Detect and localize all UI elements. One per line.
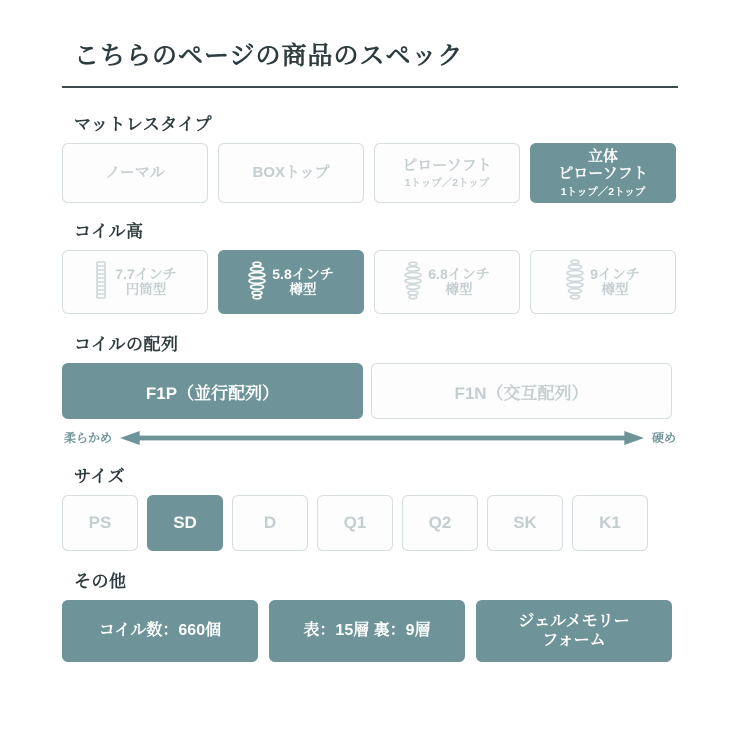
- option-label-line1: 5.8インチ: [272, 265, 334, 282]
- section-other: [62, 567, 678, 662]
- other-option-gel-memory-foam[interactable]: [476, 600, 672, 662]
- option-label-line2: ピローソフト: [558, 165, 648, 183]
- option-label-line1: 立体: [587, 148, 618, 166]
- mattress-type-option-pillowsoft[interactable]: [374, 143, 520, 203]
- option-label-line1: コイル数：660個: [98, 622, 222, 640]
- other-options: [62, 600, 678, 662]
- coil-height-option-68[interactable]: [374, 250, 520, 314]
- section-mattress-type: [62, 110, 678, 203]
- section-label-coil-height: コイル高: [74, 222, 144, 241]
- option-text: [115, 266, 176, 299]
- option-sublabel: 1トップ／2トップ: [560, 185, 646, 198]
- option-label-line1: 7.7インチ: [115, 265, 177, 282]
- section-coil-height: [62, 217, 678, 314]
- option-label-line2: フォーム: [542, 632, 606, 649]
- section-coil-arrangement: [62, 330, 678, 446]
- size-options: [62, 495, 678, 551]
- option-label: SK: [513, 513, 537, 532]
- mattress-type-options: [62, 143, 678, 203]
- size-option-q2[interactable]: [402, 495, 478, 551]
- coil-height-option-9[interactable]: [530, 250, 676, 314]
- coil-barrel-icon: [566, 258, 584, 306]
- section-label-coil-arrangement: コイルの配列: [74, 335, 179, 354]
- option-label: BOXトップ: [252, 164, 330, 182]
- size-option-k1[interactable]: [572, 495, 648, 551]
- option-label: Q2: [428, 513, 452, 532]
- option-label-line2: 樽型: [601, 282, 629, 298]
- option-text: [590, 266, 640, 299]
- other-option-coil-count[interactable]: [62, 600, 258, 662]
- size-option-sd[interactable]: [147, 495, 223, 551]
- option-label: SD: [173, 513, 197, 532]
- firmness-scale: [62, 429, 678, 446]
- option-label-line1: 表：15層 裏：9層: [303, 622, 431, 640]
- option-label-line2: 樽型: [445, 282, 473, 298]
- coil-height-option-58[interactable]: [218, 250, 364, 314]
- page-title: こちらのページの商品のスペック: [74, 42, 464, 70]
- option-text: [428, 266, 489, 299]
- firmness-soft-label: 柔らかめ: [64, 431, 113, 445]
- option-label-line1: ジェルメモリー: [518, 612, 630, 630]
- option-label: Q1: [343, 513, 367, 532]
- option-label: F1P（並行配列）: [145, 383, 280, 403]
- size-option-sk[interactable]: [487, 495, 563, 551]
- size-option-ps[interactable]: [62, 495, 138, 551]
- coil-barrel-icon: [404, 260, 422, 304]
- size-option-d[interactable]: [232, 495, 308, 551]
- title-divider: [62, 86, 678, 88]
- section-label-other: その他: [74, 572, 127, 591]
- option-label-line2: 円筒型: [125, 282, 167, 298]
- section-label-size: サイズ: [74, 467, 126, 486]
- coil-arrangement-option-f1n[interactable]: [371, 363, 672, 419]
- coil-height-options: [62, 250, 678, 314]
- coil-arrangement-options: [62, 363, 678, 419]
- option-label: ノーマル: [105, 164, 165, 182]
- firmness-firm-label: 硬め: [651, 431, 676, 445]
- size-option-q1[interactable]: [317, 495, 393, 551]
- section-size: [62, 462, 678, 551]
- firmness-arrow-icon: [120, 431, 644, 445]
- option-label-line1: 6.8インチ: [428, 265, 490, 282]
- option-label-line1: 9インチ: [590, 265, 640, 282]
- option-label: PS: [88, 513, 112, 532]
- option-label-line2: 樽型: [289, 282, 317, 298]
- option-label: K1: [599, 513, 621, 532]
- coil-arrangement-option-f1p[interactable]: [62, 363, 363, 419]
- option-label: F1N（交互配列）: [454, 383, 589, 403]
- coil-cylinder-icon: [93, 260, 109, 304]
- mattress-type-option-boxtop[interactable]: [218, 143, 364, 203]
- mattress-type-option-normal[interactable]: [62, 143, 208, 203]
- option-label: ピローソフト: [402, 156, 492, 174]
- option-text: [272, 266, 333, 299]
- option-label: D: [263, 513, 277, 532]
- mattress-type-option-3d-pillowsoft[interactable]: [530, 143, 676, 203]
- coil-barrel-icon: [248, 260, 266, 304]
- option-sublabel: 1トップ／2トップ: [404, 177, 490, 190]
- coil-height-option-77[interactable]: [62, 250, 208, 314]
- section-label-mattress-type: マットレスタイプ: [74, 115, 212, 134]
- other-option-layers[interactable]: [269, 600, 465, 662]
